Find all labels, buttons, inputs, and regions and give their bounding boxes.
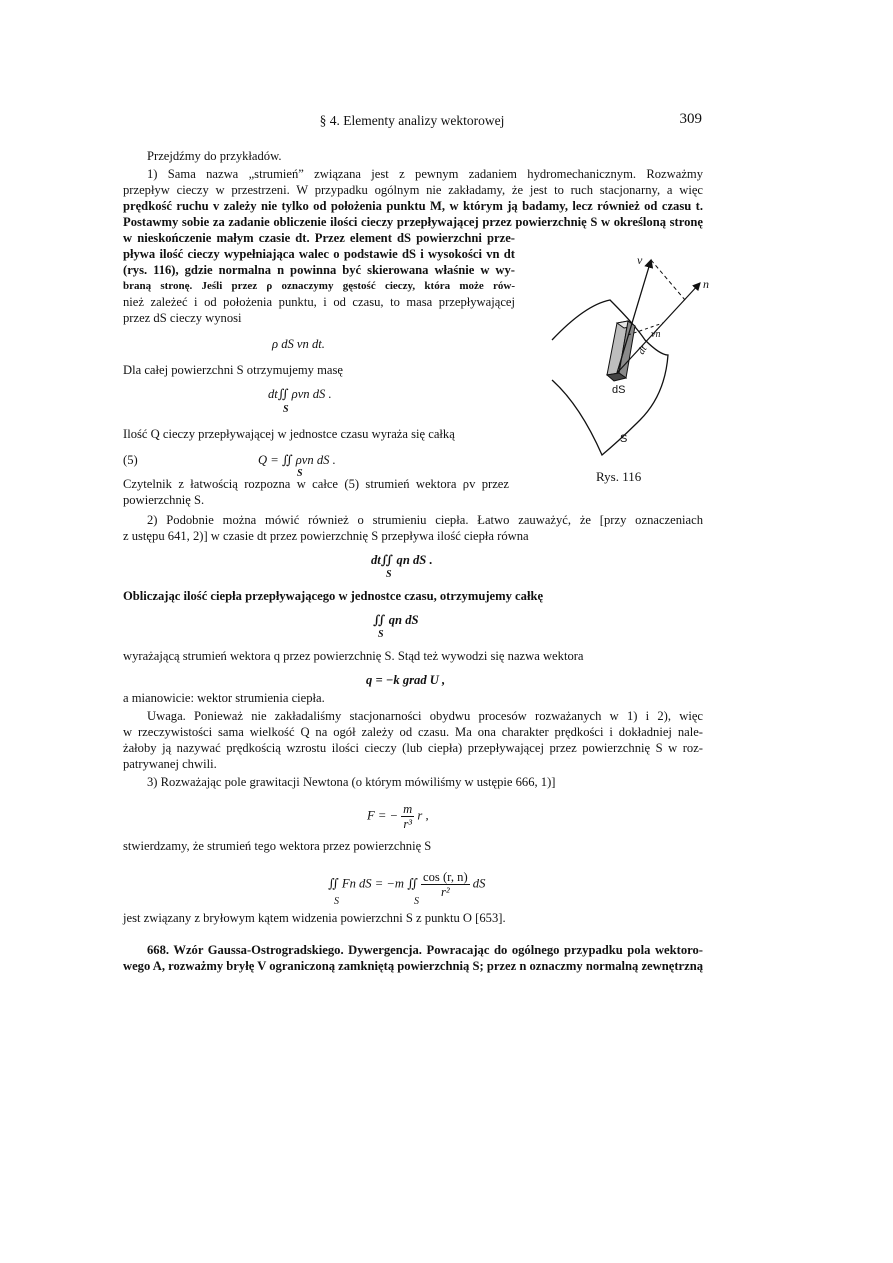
denominator: r² bbox=[440, 885, 450, 899]
text-line: prędkość ruchu v zależy nie tylko od położenia punktu M, w którym ją badamy, lecz również od czasu t. bbox=[123, 199, 703, 213]
label-ds: dS bbox=[612, 384, 626, 396]
fraction bbox=[421, 870, 470, 899]
text-line: jest związany z bryłowym kątem widzenia powierzchni S z punktu O [653]. bbox=[123, 911, 506, 925]
label-s: S bbox=[620, 433, 628, 445]
figure-116 bbox=[545, 245, 720, 485]
integral-subscript: S bbox=[386, 569, 392, 580]
label-n: n bbox=[703, 277, 709, 291]
text-line: 3) Rozważając pole grawitacji Newtona (o którym mówiliśmy w ustępie 666, 1)] bbox=[147, 775, 556, 789]
text-line: przepływ cieczy w przestrzeni. W przypadku ogólnym nie zakładamy, że jest to ruch stacjonarny, a więc bbox=[123, 183, 703, 197]
numerator: cos (r, n) bbox=[423, 870, 468, 884]
text-line: stwierdzamy, że strumień tego wektora przez powierzchnię S bbox=[123, 839, 432, 853]
text-line: patrywanej chwili. bbox=[123, 757, 217, 771]
text-line: Czytelnik z łatwością rozpozna w całce (5) strumień wektora ρv przez bbox=[123, 477, 509, 491]
equation-number: (5) bbox=[123, 453, 138, 467]
text-line: braną stronę. Jeśli przez ρ oznaczymy gęstość cieczy, która może rów- bbox=[123, 280, 515, 292]
label-v: v bbox=[637, 253, 643, 267]
figure-caption: Rys. 116 bbox=[596, 469, 642, 484]
formula-solid-angle bbox=[328, 870, 485, 899]
integral-subscript: S bbox=[378, 629, 384, 640]
formula-rhs: r , bbox=[417, 808, 429, 823]
numerator: m bbox=[403, 802, 413, 816]
text-line: wyrażającą strumień wektora q przez powierzchnię S. Stąd też wywodzi się nazwa wektora bbox=[123, 649, 584, 663]
integral-subscript: S bbox=[283, 404, 289, 415]
formula-rhs: dS bbox=[472, 876, 486, 891]
text-line: wego A, rozważmy bryłę V ograniczoną zamkniętą powierzchnią S; przez n oznaczmy normalną zewnętrzną bbox=[123, 959, 703, 973]
text-line: Dla całej powierzchni S otrzymujemy masę bbox=[123, 363, 343, 377]
formula-newton-field bbox=[367, 802, 429, 831]
text-line: w rzeczywistości sama wielkość Q na ogół zależy od czasu. Ma ona charakter prędkości i dokładniej nale- bbox=[123, 725, 703, 739]
fraction bbox=[401, 802, 414, 831]
formula-lhs: F = − bbox=[367, 808, 398, 823]
text-line: z ustępu 641, 2)] w czasie dt przez powierzchnię S przepływa ilość ciepła równa bbox=[123, 529, 529, 543]
label-dt: dt bbox=[636, 344, 650, 357]
section-title: § 4. Elementy analizy wektorowej bbox=[319, 113, 505, 128]
formula-flux-q: Q = ∬ ρvn dS . bbox=[258, 453, 336, 467]
text-line: a mianowicie: wektor strumienia ciepła. bbox=[123, 691, 325, 705]
formula-heat-flux: ∬ qn dS bbox=[373, 613, 419, 627]
text-line: nież zależeć i od położenia punktu, i od czasu, to masa przepływającej bbox=[123, 295, 515, 309]
text-line: 2) Podobnie można mówić również o strumieniu ciepła. Łatwo zauważyć, że [przy oznaczeniach bbox=[147, 513, 703, 527]
formula-total-mass: dt∬ ρvn dS . bbox=[268, 387, 332, 401]
running-header bbox=[122, 113, 702, 133]
text-line: Uwaga. Ponieważ nie zakładaliśmy stacjonarności obydwu procesów rozważanych w 1) i 2), więc bbox=[147, 709, 703, 723]
text-line: pływa ilość cieczy wypełniająca walec o podstawie dS i wysokości vn dt bbox=[123, 247, 515, 261]
formula-heat-vector: q = −k grad U , bbox=[366, 673, 446, 687]
text-line: żałoby ją nazywać prędkością wzrostu ilości cieczy (lub ciepła) przepływającej przez powierzchnię S w roz- bbox=[123, 741, 703, 755]
text-line: w nieskończenie małym czasie dt. Przez element dS powierzchni prze- bbox=[123, 231, 515, 245]
text-line: Przejdźmy do przykładów. bbox=[147, 149, 282, 163]
text-line: Obliczając ilość ciepła przepływającego w jednostce czasu, otrzymujemy całkę bbox=[123, 589, 544, 603]
label-vn: vn bbox=[651, 329, 661, 340]
page-number: 309 bbox=[679, 111, 702, 127]
text-line: Postawmy sobie za zadanie obliczenie ilości cieczy przepływającej przez powierzchnię S w określoną stronę bbox=[123, 215, 703, 229]
integral-subscript: S bbox=[297, 468, 303, 479]
formula-lhs: ∬ Fn dS = −m ∬ bbox=[328, 876, 418, 891]
formula-mass-element: ρ dS vn dt. bbox=[272, 337, 325, 351]
text-line: powierzchnię S. bbox=[123, 493, 205, 507]
text-line: 668. Wzór Gaussa-Ostrogradskiego. Dywergencja. Powracając do ogólnego przypadku pola wektoro- bbox=[147, 943, 703, 957]
text-line: 1) Sama nazwa „strumień” związana jest z pewnym zadaniem hydromechanicznym. Rozważmy bbox=[147, 167, 703, 181]
text-line: (rys. 116), gdzie normalna n powinna być skierowana właśnie w wy- bbox=[123, 263, 515, 277]
text-line: Ilość Q cieczy przepływającej w jednostce czasu wyraża się całką bbox=[123, 427, 455, 441]
velocity-vector bbox=[617, 260, 651, 373]
formula-heat-amount: dt∬ qn dS . bbox=[371, 553, 433, 567]
text-line: przez dS cieczy wynosi bbox=[123, 311, 242, 325]
denominator: r³ bbox=[403, 817, 413, 831]
integral-subscript: S bbox=[334, 896, 339, 907]
integral-subscript: S bbox=[414, 896, 419, 907]
